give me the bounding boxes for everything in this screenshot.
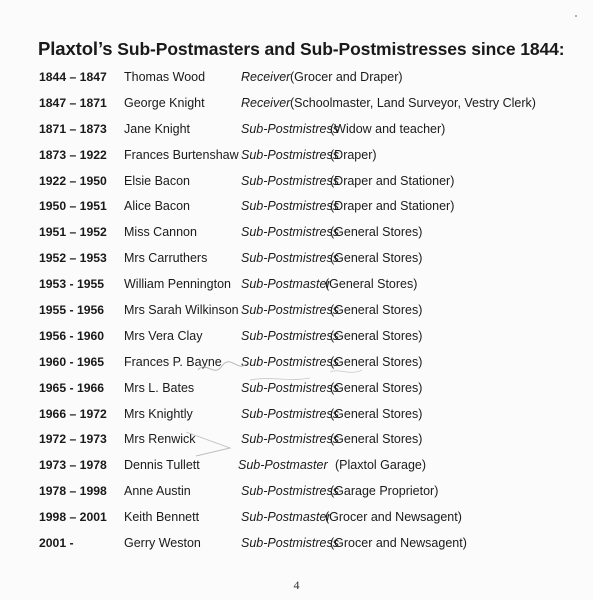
- paper-speck: [575, 15, 577, 17]
- person-name: Frances Burtenshaw: [124, 147, 239, 162]
- tenure-dates: 1871 – 1873: [39, 121, 107, 136]
- role-title: Sub-Postmistress: [241, 536, 339, 551]
- occupation-note: (Plaxtol Garage): [335, 458, 427, 473]
- list-item: [0, 67, 593, 93]
- occupation-note: (General Stores): [325, 277, 418, 292]
- list-item: [0, 119, 593, 145]
- tenure-dates: 1922 – 1950: [39, 173, 107, 188]
- person-name: William Pennington: [124, 277, 231, 292]
- person-name: Anne Austin: [124, 484, 191, 499]
- role-title: Sub-Postmistress: [241, 303, 339, 318]
- list-item: [0, 533, 593, 559]
- list-item: [0, 222, 593, 248]
- occupation-note: (General Stores): [330, 328, 423, 343]
- tenure-dates: 1951 – 1952: [39, 225, 107, 240]
- role-title: Sub-Postmistress: [241, 328, 339, 343]
- tenure-dates: 1972 – 1973: [39, 432, 107, 447]
- occupation-note: (General Stores): [330, 251, 423, 266]
- page-number: 4: [293, 578, 300, 592]
- person-name: Gerry Weston: [124, 536, 201, 551]
- occupation-note: (Draper and Stationer): [330, 173, 455, 188]
- tenure-dates: 1978 – 1998: [39, 484, 107, 499]
- occupation-note: (General Stores): [330, 406, 423, 421]
- role-title: Receiver: [241, 95, 291, 110]
- tenure-dates: 1998 – 2001: [39, 510, 107, 525]
- role-title: Sub-Postmistress: [241, 354, 339, 369]
- person-name: Mrs Renwick: [124, 432, 196, 447]
- person-name: George Knight: [124, 95, 205, 110]
- role-title: Sub-Postmistress: [241, 380, 339, 395]
- person-name: Jane Knight: [124, 121, 191, 136]
- role-title: Sub-Postmistress: [241, 251, 339, 266]
- tenure-dates: 1953 - 1955: [39, 277, 105, 292]
- list-item: [0, 145, 593, 171]
- tenure-dates: 1873 – 1922: [39, 147, 107, 162]
- person-name: Alice Bacon: [124, 199, 191, 214]
- role-title: Sub-Postmistress: [241, 147, 339, 162]
- role-title: Sub-Postmistress: [241, 484, 339, 499]
- list-item: [0, 171, 593, 197]
- role-title: Sub-Postmaster: [241, 277, 331, 292]
- role-title: Sub-Postmaster: [241, 510, 331, 525]
- occupation-note: (Grocer and Newsagent): [325, 510, 462, 525]
- list-item: [0, 274, 593, 300]
- tenure-dates: 1965 - 1966: [39, 380, 105, 395]
- tenure-dates: 1956 - 1960: [39, 328, 105, 343]
- list-item: [0, 507, 593, 533]
- person-name: Mrs Knightly: [124, 406, 193, 421]
- person-name: Mrs Sarah Wilkinson: [124, 303, 239, 318]
- occupation-note: (Draper and Stationer): [330, 199, 455, 214]
- occupation-note: (General Stores): [330, 380, 423, 395]
- occupation-note: (General Stores): [330, 354, 423, 369]
- list-item: [0, 196, 593, 222]
- list-item: [0, 300, 593, 326]
- person-name: Frances P. Bayne: [124, 354, 222, 369]
- occupation-note: (General Stores): [330, 225, 423, 240]
- list-item: [0, 429, 593, 455]
- occupation-note: (Widow and teacher): [330, 121, 446, 136]
- role-title: Sub-Postmistress: [241, 432, 339, 447]
- person-name: Mrs Carruthers: [124, 251, 208, 266]
- page-title: [38, 38, 565, 60]
- list-item: [0, 455, 593, 481]
- tenure-dates: 1966 – 1972: [39, 406, 107, 421]
- list-item: [0, 93, 593, 119]
- person-name: Mrs L. Bates: [124, 380, 195, 395]
- occupation-note: (General Stores): [330, 303, 423, 318]
- person-name: Miss Cannon: [124, 225, 197, 240]
- role-title: Receiver: [241, 70, 291, 84]
- person-name: Elsie Bacon: [124, 173, 191, 188]
- tenure-dates: 1960 - 1965: [39, 354, 105, 369]
- tenure-dates: 1950 – 1951: [39, 199, 107, 214]
- list-item: [0, 481, 593, 507]
- occupation-note: (Draper): [330, 147, 377, 162]
- list-item: [0, 404, 593, 430]
- tenure-dates: 1844 – 1847: [39, 70, 107, 84]
- person-name: Mrs Vera Clay: [124, 328, 203, 343]
- occupation-note: (General Stores): [330, 432, 423, 447]
- role-title: Sub-Postmaster: [238, 458, 328, 473]
- list-item: [0, 378, 593, 404]
- tenure-dates: 1973 – 1978: [39, 458, 107, 473]
- list-item: [0, 326, 593, 352]
- occupation-note: (Grocer and Newsagent): [330, 536, 467, 551]
- role-title: Sub-Postmistress: [241, 173, 339, 188]
- person-name: Dennis Tullett: [124, 458, 200, 473]
- tenure-dates: 1955 - 1956: [39, 303, 105, 318]
- occupation-note: (Garage Proprietor): [330, 484, 439, 499]
- occupation-note: (Grocer and Draper): [290, 70, 403, 84]
- tenure-dates: 1847 – 1871: [39, 95, 107, 110]
- tenure-dates: 2001 -: [39, 536, 74, 551]
- person-name: Thomas Wood: [124, 70, 206, 84]
- role-title: Sub-Postmistress: [241, 225, 339, 240]
- role-title: Sub-Postmistress: [241, 121, 339, 136]
- occupation-note: (Schoolmaster, Land Surveyor, Vestry Clerk): [290, 95, 536, 110]
- list-item: [0, 352, 593, 378]
- list-item: [0, 248, 593, 274]
- tenure-dates: 1952 – 1953: [39, 251, 107, 266]
- postmasters-list: [0, 67, 593, 559]
- role-title: Sub-Postmistress: [241, 199, 339, 214]
- title-text: Sub-Postmasters and Sub-Postmistresses since 1844:: [112, 39, 565, 59]
- title-village: Plaxtol’s: [38, 38, 113, 59]
- role-title: Sub-Postmistress: [241, 406, 339, 421]
- person-name: Keith Bennett: [124, 510, 200, 525]
